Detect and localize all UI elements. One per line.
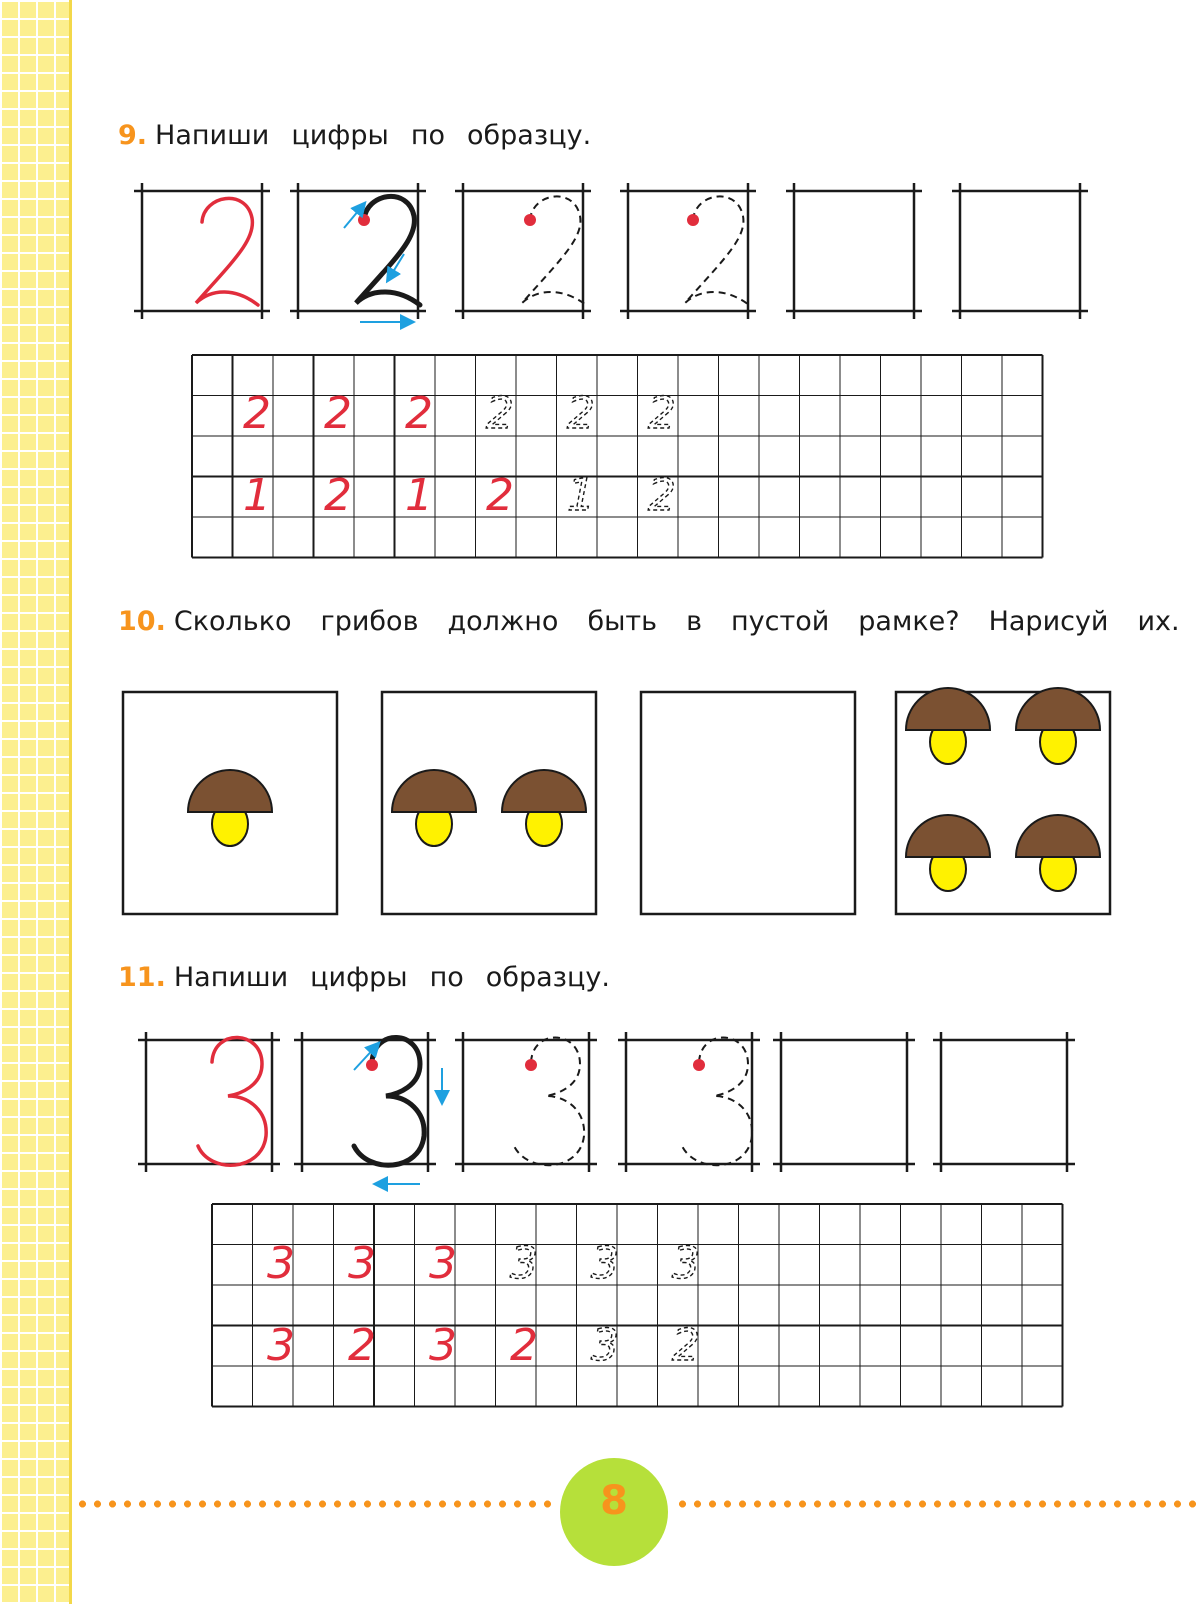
mushroom-icon (392, 770, 476, 846)
writing-frame[interactable] (618, 1032, 760, 1172)
task-number: 11. (118, 962, 166, 993)
grid-digit-sample: 1 (243, 470, 271, 521)
task-word: должно (447, 606, 559, 637)
grid-digit-trace[interactable]: 3 (672, 1238, 700, 1289)
start-dot (525, 1059, 537, 1071)
task-word: Сколько (173, 606, 292, 637)
grid-digit-trace[interactable]: 2 (648, 470, 676, 521)
mushroom-icon (906, 688, 990, 764)
task-word: образцу. (467, 120, 592, 151)
task-9-practice-grid[interactable] (192, 355, 1043, 558)
task-word: цифры (310, 962, 408, 993)
writing-frame[interactable] (455, 1032, 597, 1172)
sample-digit-3-red (198, 1037, 266, 1165)
grid-digit-sample: 2 (324, 388, 352, 439)
task-9-sample-frames (134, 183, 1088, 319)
grid-digit-sample: 3 (267, 1238, 295, 1289)
grid-digit-sample: 3 (348, 1238, 376, 1289)
grid-digit-trace[interactable]: 2 (486, 388, 514, 439)
task-11-sample-frames (138, 1032, 1075, 1172)
task-word: рамке? (858, 606, 960, 637)
grid-digit-sample: 2 (486, 470, 514, 521)
start-dot (366, 1059, 378, 1071)
task-11-grid-digits (267, 1238, 700, 1371)
grid-digit-sample: 3 (429, 1238, 457, 1289)
task-word: Напиши (173, 962, 289, 993)
grid-digit-trace[interactable]: 3 (591, 1238, 619, 1289)
task-word: их. (1137, 606, 1180, 637)
task-word: пустой (730, 606, 830, 637)
task-number: 9. (118, 120, 148, 151)
grid-digit-sample: 3 (429, 1320, 457, 1371)
writing-frame[interactable] (786, 183, 922, 319)
grid-digit-sample: 3 (267, 1320, 295, 1371)
grid-digit-trace[interactable]: 3 (591, 1320, 619, 1371)
sample-digit-3-dashed[interactable] (682, 1037, 752, 1165)
page-number: 8 (600, 1478, 628, 1524)
grid-digit-sample: 2 (348, 1320, 376, 1371)
mushroom-icon (1016, 815, 1100, 891)
mushroom-frame[interactable] (641, 692, 855, 914)
mushroom-icon (1016, 688, 1100, 764)
task-word: грибов (320, 606, 419, 637)
start-dot (358, 214, 370, 226)
task-word: Нарисуй (988, 606, 1109, 637)
start-dot (524, 214, 536, 226)
writing-frame[interactable] (933, 1032, 1075, 1172)
task-number: 10. (118, 606, 166, 637)
sample-digit-2-red (196, 198, 258, 305)
task-11-practice-grid[interactable] (212, 1204, 1063, 1407)
grid-digit-sample: 1 (405, 470, 433, 521)
mushroom-icon (906, 815, 990, 891)
grid-digit-trace[interactable]: 3 (510, 1238, 538, 1289)
sample-digit-2-black[interactable] (344, 196, 420, 322)
grid-digit-sample: 2 (405, 388, 433, 439)
footer-dots-right (675, 1500, 1200, 1508)
grid-digit-trace[interactable]: 2 (567, 388, 595, 439)
mushroom-icon (502, 770, 586, 846)
sample-digit-3-dashed[interactable] (514, 1037, 584, 1165)
task-word: в (686, 606, 702, 637)
sample-digit-2-dashed[interactable] (522, 196, 586, 305)
grid-digit-sample: 2 (324, 470, 352, 521)
grid-digit-trace[interactable]: 2 (672, 1320, 700, 1371)
grid-digit-sample: 2 (510, 1320, 538, 1371)
start-dot (687, 214, 699, 226)
task-word: образцу. (485, 962, 610, 993)
task-word: быть (587, 606, 658, 637)
task-word: по (429, 962, 464, 993)
start-dot (693, 1059, 705, 1071)
writing-frame[interactable] (294, 1032, 436, 1172)
grid-digit-trace[interactable]: 2 (648, 388, 676, 439)
footer-dots-left (75, 1500, 553, 1508)
grid-digit-sample: 2 (243, 388, 271, 439)
sample-digit-2-dashed[interactable] (685, 196, 749, 305)
task-10-mushrooms (188, 688, 1100, 891)
page-number-badge (560, 1458, 668, 1566)
task-word: по (410, 120, 445, 151)
writing-frame[interactable] (455, 183, 591, 319)
grid-digit-trace[interactable]: 1 (567, 470, 595, 521)
writing-frame[interactable] (952, 183, 1088, 319)
task-word: Напиши (155, 120, 270, 151)
writing-frame[interactable] (773, 1032, 915, 1172)
mushroom-icon (188, 770, 272, 846)
task-9-grid-digits (243, 388, 676, 521)
task-word: цифры (291, 120, 389, 151)
